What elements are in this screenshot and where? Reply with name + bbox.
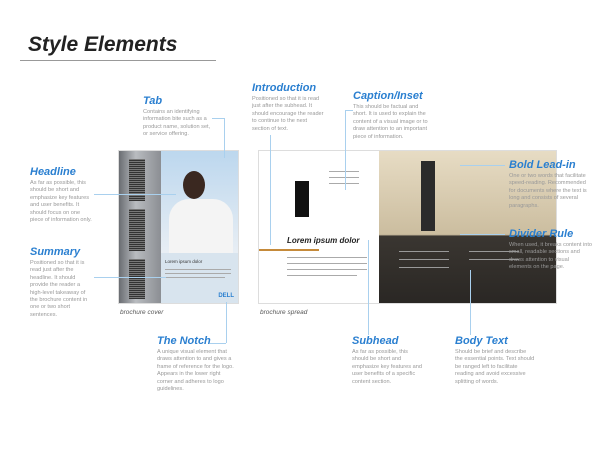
divider-text: When used, it breaks content into small, readable sections and draws attention to visual elements on the page. — [509, 242, 593, 271]
subhead-text: As far as possible, this should be short and emphasize key features and user benefits of a specific content section. — [352, 349, 422, 385]
callout-caption — [353, 90, 433, 141]
lead-in-text: One or two words that facilitate speed-reading. Recommended for documents where the text is long and consists of several paragraphs. — [509, 173, 587, 209]
callout-notch — [157, 335, 237, 393]
callout-headline — [30, 166, 92, 224]
tab-text: Contains an identifying information bite such as a product name, solution set, or service offering. — [143, 109, 211, 138]
cover-caption: brochure cover — [120, 309, 164, 316]
subhead-heading: Subhead — [352, 335, 399, 347]
spread-caption: brochure spread — [260, 309, 308, 316]
callout-summary — [30, 246, 92, 319]
headline-text: As far as possible, this should be short and emphasize key features and user benefits. It should focus on one piece of information only. — [30, 180, 92, 224]
page-title: Style Elements — [28, 33, 178, 56]
brochure-cover-image — [118, 150, 239, 304]
callout-tab — [143, 95, 211, 139]
caption-text: This should be factual and short. It is used to explain the content of a visual image or to draw attention to an important piece of information. — [353, 104, 428, 140]
caption-heading: Caption/Inset — [353, 90, 423, 102]
spread-subhead: Lorem ipsum dolor — [287, 236, 360, 245]
summary-text: Positioned so that it is read just after the headline. It should provide the reader a high-level takeaway of the brochure content in one or two short sentences. — [30, 260, 88, 318]
introduction-text: Positioned so that it is read just after the subhead. It should encourage the reader to continue to the next section of text. — [252, 96, 324, 132]
headline-heading: Headline — [30, 166, 76, 178]
callout-body-text — [455, 335, 535, 386]
callout-lead-in — [509, 159, 593, 210]
notch-text: A unique visual element that draws attention to and gives a frame of reference for the logo. Appears in the lower right corner and adheres to logo guidelines. — [157, 349, 234, 393]
tab-heading: Tab — [143, 95, 163, 107]
body-text: Should be brief and describe the essential points. Text should be ranged left to facilitate reading and avoid excessive splitting of words. — [455, 349, 535, 385]
introduction-heading: Introduction — [252, 82, 317, 94]
notch-heading: The Notch — [157, 335, 211, 347]
callout-subhead — [352, 335, 424, 386]
lead-in-heading: Bold Lead-in — [509, 159, 576, 171]
summary-heading: Summary — [30, 246, 81, 258]
dell-logo: DELL — [218, 293, 234, 299]
title-rule — [20, 60, 216, 61]
body-heading: Body Text — [455, 335, 508, 347]
callout-divider — [509, 228, 593, 272]
cover-headline: Lorem ipsum dolor — [165, 259, 203, 264]
callout-introduction — [252, 82, 324, 133]
divider-heading: Divider Rule — [509, 228, 574, 240]
